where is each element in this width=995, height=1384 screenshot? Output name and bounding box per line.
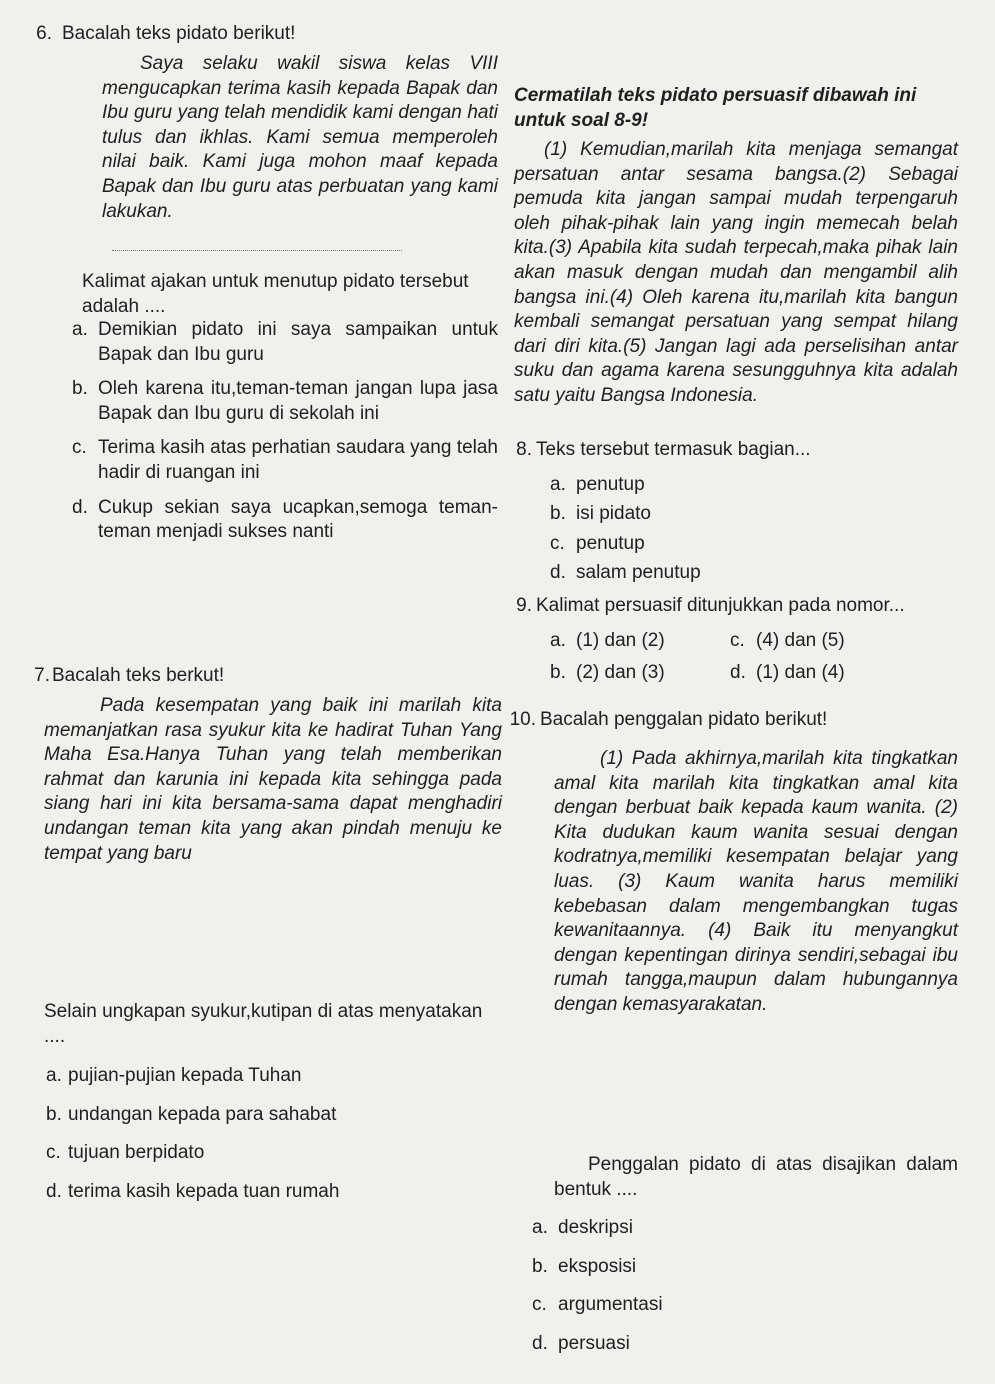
option-list xyxy=(532,1216,958,1356)
option-b[interactable]: b. Oleh karena itu,teman-teman jangan lupa jasa Bapak dan Ibu guru di sekolah ini xyxy=(72,378,498,424)
question-number: 10. xyxy=(509,709,536,730)
option-c[interactable]: c. penutup xyxy=(550,532,645,554)
persuasive-passage: (1) Kemudian,marilah kita menjaga semangat persatuan antar sesama bangsa.(2) Sebagai pemuda kita jangan sampai mudah terpengaruh oleh pihak-pihak lain yang ingin memecah belah kita.(3) Apabila kita sudah terpecah,maka pihak lain akan masuk dengan mudah dan mengambil alih bangsa ini.(4) Oleh karena itu,marilah kita bangun kembali semangat persatuan yang sempat hilang dari diri kita.(5) Jangan lagi ada perselisihan antar suku dan agama karena sesungguhnya kita adalah satu yaitu Bangsa Indonesia. xyxy=(514,139,958,406)
question-9 xyxy=(516,594,958,686)
option-list xyxy=(46,1064,492,1204)
question-intro: Bacalah teks berkut! xyxy=(52,665,225,686)
option-b[interactable]: b. eksposisi xyxy=(532,1255,637,1277)
question-8 xyxy=(516,438,958,586)
option-list xyxy=(550,473,958,586)
question-number: 6. xyxy=(36,23,52,44)
section-instruction: Cermatilah teks pidato persuasif dibawah ini untuk soal 8-9! xyxy=(514,85,917,131)
option-c[interactable]: c. (4) dan (5) xyxy=(730,629,845,651)
option-a[interactable]: a. Demikian pidato ini saya sampaikan untuk Bapak dan Ibu guru xyxy=(72,319,498,365)
option-c[interactable]: c. Terima kasih atas perhatian saudara yang telah hadir di ruangan ini xyxy=(72,437,498,483)
option-list xyxy=(72,318,498,545)
option-c[interactable]: c. tujuan berpidato xyxy=(46,1142,205,1164)
question-number: 7. xyxy=(34,665,50,686)
option-d[interactable]: d. (1) dan (4) xyxy=(730,662,845,684)
question-number: 8. xyxy=(516,439,532,460)
question-stem: Teks tersebut termasuk bagian... xyxy=(536,439,811,460)
question-stem: Kalimat persuasif ditunjukkan pada nomor... xyxy=(536,595,905,616)
question-intro: Bacalah penggalan pidato berikut! xyxy=(540,709,828,730)
option-a[interactable]: a. pujian-pujian kepada Tuhan xyxy=(46,1065,302,1086)
question-10 xyxy=(509,708,958,733)
option-c[interactable]: c. argumentasi xyxy=(532,1294,663,1316)
option-list xyxy=(550,629,958,686)
speech-passage: (1) Pada akhirnya,marilah kita tingkatkan amal kita marilah kita tingkatkan amal kita dengan berbuat baik kepada kaum wanita. (2) Kita dudukan kaum wanita sesuai dengan kodratnya,memiliki kesempatan belajar yang luas. (3) Kaum wanita harus memiliki kebebasan dalam mengembangkan tugas kewanitaannya. (4) Baik itu menyangkut dengan kepentingan dirinya sendiri,sebagai ibu rumah tangga,maupun dalam hubungannya dengan kemasyarakatan. xyxy=(554,748,958,1015)
question-stem: Selain ungkapan syukur,kutipan di atas menyatakan .... xyxy=(44,1001,483,1047)
option-a[interactable]: a. penutup xyxy=(550,473,645,495)
option-d[interactable]: d. Cukup sekian saya ucapkan,semoga teman-teman menjadi sukses nanti xyxy=(72,496,498,543)
question-stem: Kalimat ajakan untuk menutup pidato tersebut adalah .... xyxy=(82,271,469,317)
question-number: 9. xyxy=(516,595,532,616)
question-intro: Bacalah teks pidato berikut! xyxy=(62,23,296,44)
option-d[interactable]: d. persuasi xyxy=(532,1332,630,1354)
option-a[interactable]: a. (1) dan (2) xyxy=(550,629,665,651)
option-b[interactable]: b. undangan kepada para sahabat xyxy=(46,1103,337,1125)
option-d[interactable]: d. salam penutup xyxy=(550,562,701,584)
divider-line xyxy=(112,250,402,251)
option-b[interactable]: b. isi pidato xyxy=(550,503,651,525)
option-b[interactable]: b. (2) dan (3) xyxy=(550,662,665,684)
question-6 xyxy=(36,22,492,47)
speech-passage: Saya selaku wakil siswa kelas VIII mengucapkan terima kasih kepada Bapak dan Ibu guru yang telah mendidik kami dengan hati tulus dan ikhlas. Kami semua memperoleh nilai baik. Kami juga mohon maaf kepada Bapak dan Ibu guru atas perbuatan yang kami lakukan. xyxy=(102,53,498,222)
option-a[interactable]: a. deskripsi xyxy=(532,1217,633,1238)
question-7 xyxy=(34,664,492,689)
speech-passage: Pada kesempatan yang baik ini marilah kita memanjatkan rasa syukur kita ke hadirat Tuhan Yang Maha Esa.Hanya Tuhan yang telah memberikan rahmat dan karunia ini kepada kita sehingga pada siang hari ini kita bersama-sama dapat menghadiri undangan teman kita yang akan pindah menuju ke tempat yang baru xyxy=(44,695,502,864)
option-d[interactable]: d. terima kasih kepada tuan rumah xyxy=(46,1180,340,1202)
question-stem: Penggalan pidato di atas disajikan dalam bentuk .... xyxy=(554,1154,958,1200)
